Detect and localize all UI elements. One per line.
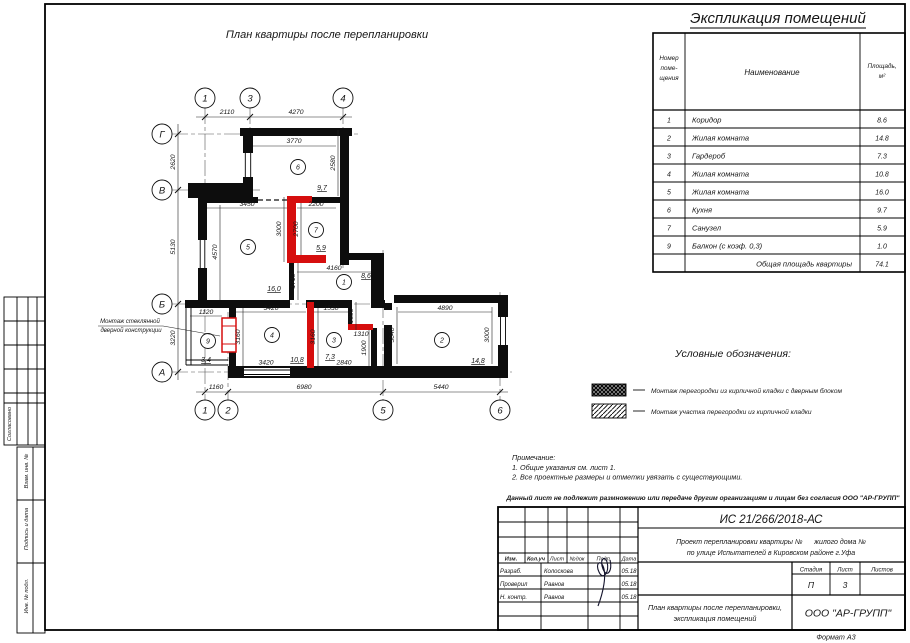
date-proveril: 05.18 (621, 582, 637, 588)
col-koluch: Кол.уч (526, 556, 546, 563)
dim-3000-bath: 3000 (276, 221, 283, 237)
sidebar-label-sign: Подпись и дата (24, 507, 30, 551)
row-name: Кухня (692, 205, 712, 215)
legend-title: Условные обозначения: (675, 348, 791, 360)
sheets-label: Листов (871, 567, 893, 574)
dim-4890: 4890 (437, 305, 453, 312)
axis-left-b: Б (158, 299, 166, 311)
legend (592, 348, 843, 418)
room-number-7: 7 (314, 227, 318, 235)
axis-bottom-1: 1 (202, 405, 208, 417)
row-area: 16.0 (875, 189, 889, 197)
dim-2200: 2200 (308, 201, 324, 208)
dim-1120: 1120 (198, 309, 214, 316)
col-izm: Изм. (504, 556, 518, 563)
row-area: 5.9 (877, 225, 887, 233)
dimension-texts (170, 109, 491, 391)
axis-top-4: 4 (340, 93, 346, 105)
dim-3450: 3450 (239, 201, 255, 208)
row-area: 9.7 (877, 207, 887, 215)
dim-3220: 3220 (170, 330, 177, 346)
col-data: Дата (621, 556, 637, 563)
dim-5440: 5440 (433, 384, 449, 391)
notes-line-1: 1. Общие указания см. лист 1. (512, 463, 616, 472)
axis-top-1: 1 (202, 93, 208, 105)
explication-table (653, 10, 905, 272)
legend-item-1: Монтаж перегородки из кирпичной кладки с дверным блоком (651, 388, 843, 395)
row-area: 1.0 (877, 243, 887, 251)
dim-2580: 2580 (330, 155, 337, 171)
format-label: Формат А3 (816, 632, 856, 642)
project-desc-2: по улице Испытателей в Кировском районе г.Уфа (686, 550, 856, 557)
col-header-area-1: Площадь, (867, 63, 897, 70)
restriction-note: Данный лист не подлежит размножению или передаче другим организациям и лицам без согласия ООО "АР-ГРУПП" (506, 495, 900, 502)
dim-1530: 1530 (323, 305, 339, 312)
axis-left-a: А (158, 367, 166, 379)
glass-door-note (98, 318, 220, 336)
total-value: 74.1 (875, 261, 889, 269)
room-area-6: 9,7 (317, 185, 327, 192)
dim-4270: 4270 (288, 109, 304, 116)
row-num: 1 (667, 117, 671, 125)
row-num: 5 (667, 189, 671, 197)
dim-2700: 2700 (293, 221, 300, 237)
row-num: 3 (667, 153, 671, 161)
dim-1900: 1900 (361, 340, 368, 356)
room-area-1: 8,6 (361, 273, 371, 280)
role-razrab: Разраб. (500, 569, 522, 575)
col-list: Лист (549, 556, 565, 563)
col-header-area-2: м² (878, 73, 886, 80)
row-num: 7 (667, 225, 671, 233)
col-ndok: №док (569, 556, 585, 563)
notes-title: Примечание: (512, 453, 556, 462)
room-area-4: 10,8 (290, 357, 304, 364)
dim-3770: 3770 (286, 138, 302, 145)
room-number-4: 4 (270, 332, 274, 340)
row-name: Жилая комната (692, 169, 750, 179)
role-proveril: Проверил (500, 582, 528, 588)
room-number-2: 2 (440, 337, 444, 345)
room-number-6: 6 (296, 164, 300, 172)
dim-3420-top: 3420 (263, 305, 279, 312)
dim-2110: 2110 (219, 109, 235, 116)
dim-3000-room2: 3000 (484, 327, 491, 343)
row-area: 14.8 (875, 135, 889, 143)
dim-4570: 4570 (212, 244, 219, 260)
date-razrab: 05.18 (621, 569, 637, 575)
stage-label: Стадия (799, 567, 823, 574)
dim-2840: 2840 (336, 359, 352, 367)
notes-line-2: 2. Все проектные размеры и отметки увязать с существующими. (512, 472, 743, 482)
col-header-number-2: поме- (660, 65, 678, 72)
title-block (498, 507, 905, 630)
dim-3160-left: 3160 (235, 329, 242, 345)
signature-scribble (598, 558, 611, 606)
row-name: Гардероб (692, 151, 726, 161)
dim-1160: 1160 (208, 384, 224, 391)
dim-6980: 6980 (296, 384, 312, 391)
doc-number: ИС 21/266/2018-АС (719, 514, 823, 526)
room-number-9: 9 (206, 338, 210, 346)
date-nkontr: 05.18 (621, 595, 637, 601)
row-name: Коридор (692, 115, 722, 125)
sheet-value: 3 (842, 580, 848, 590)
sidebar-label-vzam: Взам. инв. № (24, 453, 30, 489)
row-area: 7.3 (877, 153, 887, 161)
axis-left-v: В (158, 185, 166, 197)
row-name: Балкон (с коэф. 0,3) (692, 241, 763, 251)
room-area-9: 3,4 (201, 357, 211, 364)
sidebar-stamps (4, 297, 45, 633)
sheet-title-1: План квартиры после перепланировки, (647, 603, 783, 612)
axis-bottom-6: 6 (497, 405, 503, 417)
dim-5130: 5130 (170, 239, 177, 255)
dim-3160-right: 3160 (310, 329, 317, 345)
room-area-7: 5,9 (316, 245, 326, 252)
name-nkontr: Равнов (544, 595, 565, 601)
legend-swatch-diagonal (592, 404, 626, 418)
room-area-5: 16,0 (267, 286, 281, 293)
total-label: Общая площадь квартиры (756, 259, 852, 269)
axis-bottom-2: 2 (225, 405, 231, 417)
floor-plan (98, 29, 512, 420)
col-header-number-3: щения (659, 75, 679, 82)
company-name: ООО "АР-ГРУПП" (804, 607, 892, 620)
explication-title: Экспликация помещений (690, 10, 866, 27)
sheet-frame (45, 4, 905, 630)
stage-value: П (807, 580, 815, 590)
dim-3420-bottom: 3420 (258, 359, 274, 367)
row-num: 6 (667, 207, 671, 215)
dim-1300: 1300 (348, 308, 355, 324)
axis-left-g: Г (159, 129, 165, 141)
axis-bottom-5: 5 (380, 405, 386, 417)
glass-door (222, 318, 236, 352)
col-header-number-1: Номер (659, 55, 679, 62)
room-number-5: 5 (246, 244, 250, 252)
note-line-2: дверной конструкции (100, 328, 162, 334)
legend-swatch-crosshatch (592, 384, 626, 396)
dim-4160: 4160 (326, 265, 342, 272)
role-nkontr: Н. контр. (500, 595, 528, 601)
row-name: Жилая комната (692, 187, 750, 197)
name-razrab: Колоскова (544, 569, 573, 575)
dim-2620: 2620 (170, 154, 177, 170)
name-proveril: Равнов (544, 582, 565, 588)
axis-top-3: 3 (247, 93, 253, 105)
col-podp: Подп. (596, 556, 612, 563)
room-area-2: 14,8 (471, 358, 485, 365)
room-number-3: 3 (332, 337, 336, 345)
note-line-1: Монтаж стеклянной (100, 319, 160, 325)
col-header-name: Наименование (744, 68, 800, 77)
sheet-title-2: экспликация помещений (673, 614, 757, 623)
notes-block (511, 453, 742, 482)
sheet-label: Лист (837, 567, 853, 574)
dim-1710: 1710 (290, 273, 297, 289)
row-num: 9 (667, 243, 671, 251)
sidebar-label-inv: Инв. № подл. (24, 578, 30, 614)
row-num: 2 (667, 135, 671, 143)
plan-title: План квартиры после перепланировки (225, 29, 429, 41)
room-area-3: 7,3 (325, 354, 335, 361)
project-desc-1: Проект перепланировки квартиры № жилого дома № (676, 539, 866, 546)
legend-item-2: Монтаж участка перегородки из кирпичной кладки (651, 409, 812, 416)
row-num: 4 (667, 171, 671, 179)
row-area: 8.6 (877, 117, 887, 125)
row-name: Жилая комната (692, 133, 750, 143)
sidebar-label-agreed: Согласовано (7, 406, 13, 442)
room-number-1: 1 (342, 279, 346, 287)
row-area: 10.8 (875, 171, 889, 179)
dim-1310: 1310 (353, 331, 369, 338)
row-name: Санузел (692, 223, 722, 233)
dim-3040: 3040 (389, 327, 396, 343)
